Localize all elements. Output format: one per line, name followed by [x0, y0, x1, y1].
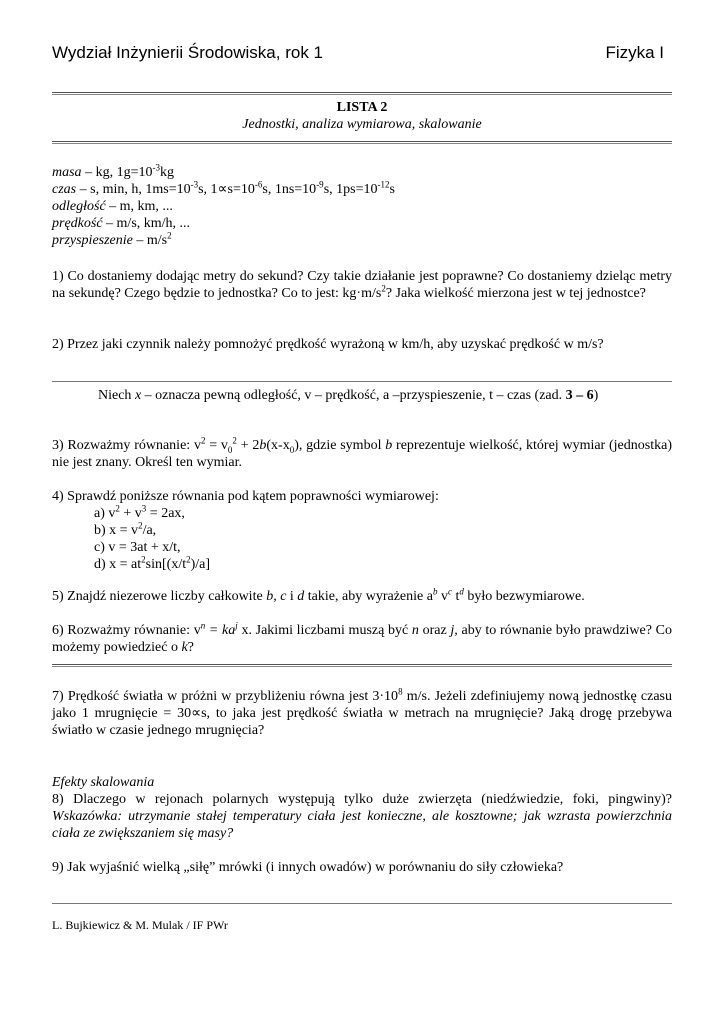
unit-text: – m, km, ...	[105, 199, 173, 214]
exponent: 2	[167, 230, 172, 241]
question-text: ? Jaka wielkość mierzona jest w tej jednostce?	[385, 286, 646, 301]
question-2: 2) Przez jaki czynnik należy pomnożyć prędkość wyrażoną w km/h, aby uzyskać prędkość w m/s?	[52, 337, 604, 352]
question-text: 5) Znajdź niezerowe liczby całkowite	[52, 589, 267, 604]
eq-text: d) x = at	[94, 557, 142, 572]
note-text: Niech	[98, 388, 135, 403]
exponent: j	[235, 620, 238, 631]
exponent: 2	[381, 283, 386, 294]
exponent: 2	[141, 554, 146, 565]
question-text: było bezwymiarowe.	[463, 589, 585, 604]
question-6	[52, 622, 672, 656]
list-title: LISTA 2	[336, 100, 388, 115]
unit-speed	[52, 215, 672, 232]
unit-text: s, 1ns=10	[262, 182, 317, 197]
subscript: 0	[289, 444, 295, 455]
unit-text: – m/s	[132, 233, 168, 248]
header-divider	[52, 92, 672, 95]
unit-distance	[52, 198, 672, 215]
question-text: ), gdzie symbol	[294, 438, 386, 453]
note-text: – oznacza pewną odległość, v – prędkość, a –przyspieszenie, t – czas (zad.	[141, 388, 566, 403]
question-text: v	[437, 589, 448, 604]
exponent: d	[459, 586, 464, 597]
variable: b	[259, 438, 267, 453]
equation-c: c) v = 3at + x/t,	[94, 540, 181, 555]
question-8	[52, 791, 672, 842]
note-text: )	[593, 388, 599, 403]
eq-text: + v	[119, 506, 142, 521]
question-text: (x-x	[266, 438, 290, 453]
note-var: x	[134, 388, 142, 403]
variable: d	[297, 589, 305, 604]
footer-divider	[52, 903, 672, 904]
question-text: reprezentuje wielkość, której wymiar (jednostka) nie jest znany. Określ ten wymiar.	[52, 438, 672, 470]
question-text: 1) Co dostaniemy dodając metry do sekund? Czy takie działanie jest poprawne? Co dostaniemy dzieląc metry na sekundę? Czego będzie to jednostka? Co to jest: kg·m/s	[52, 269, 672, 301]
hint-text: Wskazówka: utrzymanie stałej temperatury ciała jest konieczne, ale kosztowne; jak wzrasta powierzchnia ciała ze zwiększaniem się masy?	[52, 809, 672, 841]
exponent: -6	[254, 179, 263, 190]
unit-text: – kg, 1g=10	[81, 165, 153, 180]
question-text: 3) Rozważmy równanie: v	[52, 438, 201, 453]
unit-label: przyspieszenie	[52, 233, 133, 248]
exponent: 2	[138, 520, 143, 531]
unit-text: s, 1ps=10	[323, 182, 378, 197]
unit-acceleration	[52, 232, 672, 249]
variable: j,	[450, 623, 458, 638]
variable: b, c	[266, 589, 287, 604]
question-text: takie, aby wyrażenie a	[304, 589, 433, 604]
unit-text: – s, min, h, 1ms=10	[76, 182, 191, 197]
unit-text: – m/s, km/h, ...	[102, 216, 191, 231]
question-3	[52, 437, 672, 471]
unit-mass	[52, 164, 672, 181]
units-list	[52, 164, 672, 249]
eq-text: /a,	[142, 523, 157, 538]
question-text: = ka	[205, 623, 236, 638]
note-range: 3 – 6	[565, 388, 594, 403]
header-course: Fizyka I	[605, 43, 664, 62]
eq-text: = 2ax,	[146, 506, 185, 521]
eq-text: sin[(x/t	[145, 557, 187, 572]
section-divider-2	[52, 664, 672, 667]
question-text: 8) Dlaczego w rejonach polarnych występują tylko duże zwierzęta (niedźwiedzie, foki, pingwiny)?	[52, 792, 672, 807]
question-text: ?	[187, 640, 194, 655]
subscript: 0	[227, 444, 233, 455]
exponent: -3	[190, 179, 199, 190]
section-divider	[52, 381, 672, 382]
exponent: -9	[316, 179, 324, 190]
unit-label: czas	[52, 182, 77, 197]
unit-time	[52, 181, 672, 198]
question-9: 9) Jak wyjaśnić wielką „siłę” mrówki (i innych owadów) w porównaniu do siły człowieka?	[52, 860, 564, 875]
page-header	[52, 43, 672, 65]
variable: n	[411, 623, 419, 638]
question-text: 7) Prędkość światła w próżni w przybliżeniu równa jest 3·10	[52, 689, 399, 704]
unit-label: masa	[52, 165, 82, 180]
exponent: 3	[141, 503, 147, 514]
question-text: = v	[205, 438, 228, 453]
variable: k	[181, 640, 188, 655]
page-footer: L. Bujkiewicz & M. Mulak / IF PWr	[52, 918, 228, 932]
question-7	[52, 688, 672, 739]
question-text: 4) Sprawdź poniższe równania pod kątem poprawności wymiarowej:	[52, 489, 439, 504]
unit-label: odległość	[52, 199, 106, 214]
list-subtitle: Jednostki, analiza wymiarowa, skalowanie	[242, 117, 482, 132]
header-department: Wydział Inżynierii Środowiska, rok 1	[52, 43, 323, 62]
question-text: i	[286, 589, 298, 604]
unit-text: kg	[159, 165, 174, 180]
question-text: + 2	[236, 438, 260, 453]
exponent: b	[432, 586, 438, 597]
exponent: -12	[377, 179, 390, 190]
title-divider	[52, 141, 672, 144]
exponent: 2	[200, 435, 206, 446]
equation-a	[52, 505, 672, 522]
title-block	[52, 99, 672, 133]
unit-text: s, 1∝s=10	[198, 182, 255, 197]
question-text: t	[451, 589, 460, 604]
exponent: 2	[232, 435, 237, 446]
exponent: n	[200, 620, 206, 631]
exponent: -3	[152, 162, 160, 173]
question-text: 6) Rozważmy równanie: v	[52, 623, 201, 638]
section-heading-effects: Efekty skalowania	[52, 775, 155, 790]
unit-text: s	[389, 182, 395, 197]
exponent: 2	[115, 503, 120, 514]
question-5	[52, 588, 672, 605]
eq-text: b) x = v	[94, 523, 139, 538]
question-text: aby to równanie było prawdziwe? Co możemy powiedzieć o	[52, 623, 672, 655]
question-text: x. Jakimi liczbami muszą być	[237, 623, 412, 638]
question-1	[52, 268, 672, 302]
equation-d	[52, 556, 672, 573]
exponent: c	[447, 586, 452, 597]
question-text: m/s. Jeżeli zdefiniujemy nową jednostkę czasu jako 1 mrugnięcie = 30∝s, to jaka jest prędkość światła w metrach na mrugnięcie? Jaką drogę przebywa światło w czasie jednego mrugnięcia?	[52, 689, 672, 738]
note-line	[52, 387, 672, 404]
equation-b	[52, 522, 672, 539]
variable: b	[385, 438, 393, 453]
unit-label: prędkość	[52, 216, 103, 231]
exponent: 8	[398, 686, 403, 697]
eq-text: )/a]	[190, 557, 211, 572]
eq-text: a) v	[94, 506, 116, 521]
exponent: 2	[186, 554, 191, 565]
question-4	[52, 488, 672, 573]
question-text: oraz	[418, 623, 451, 638]
